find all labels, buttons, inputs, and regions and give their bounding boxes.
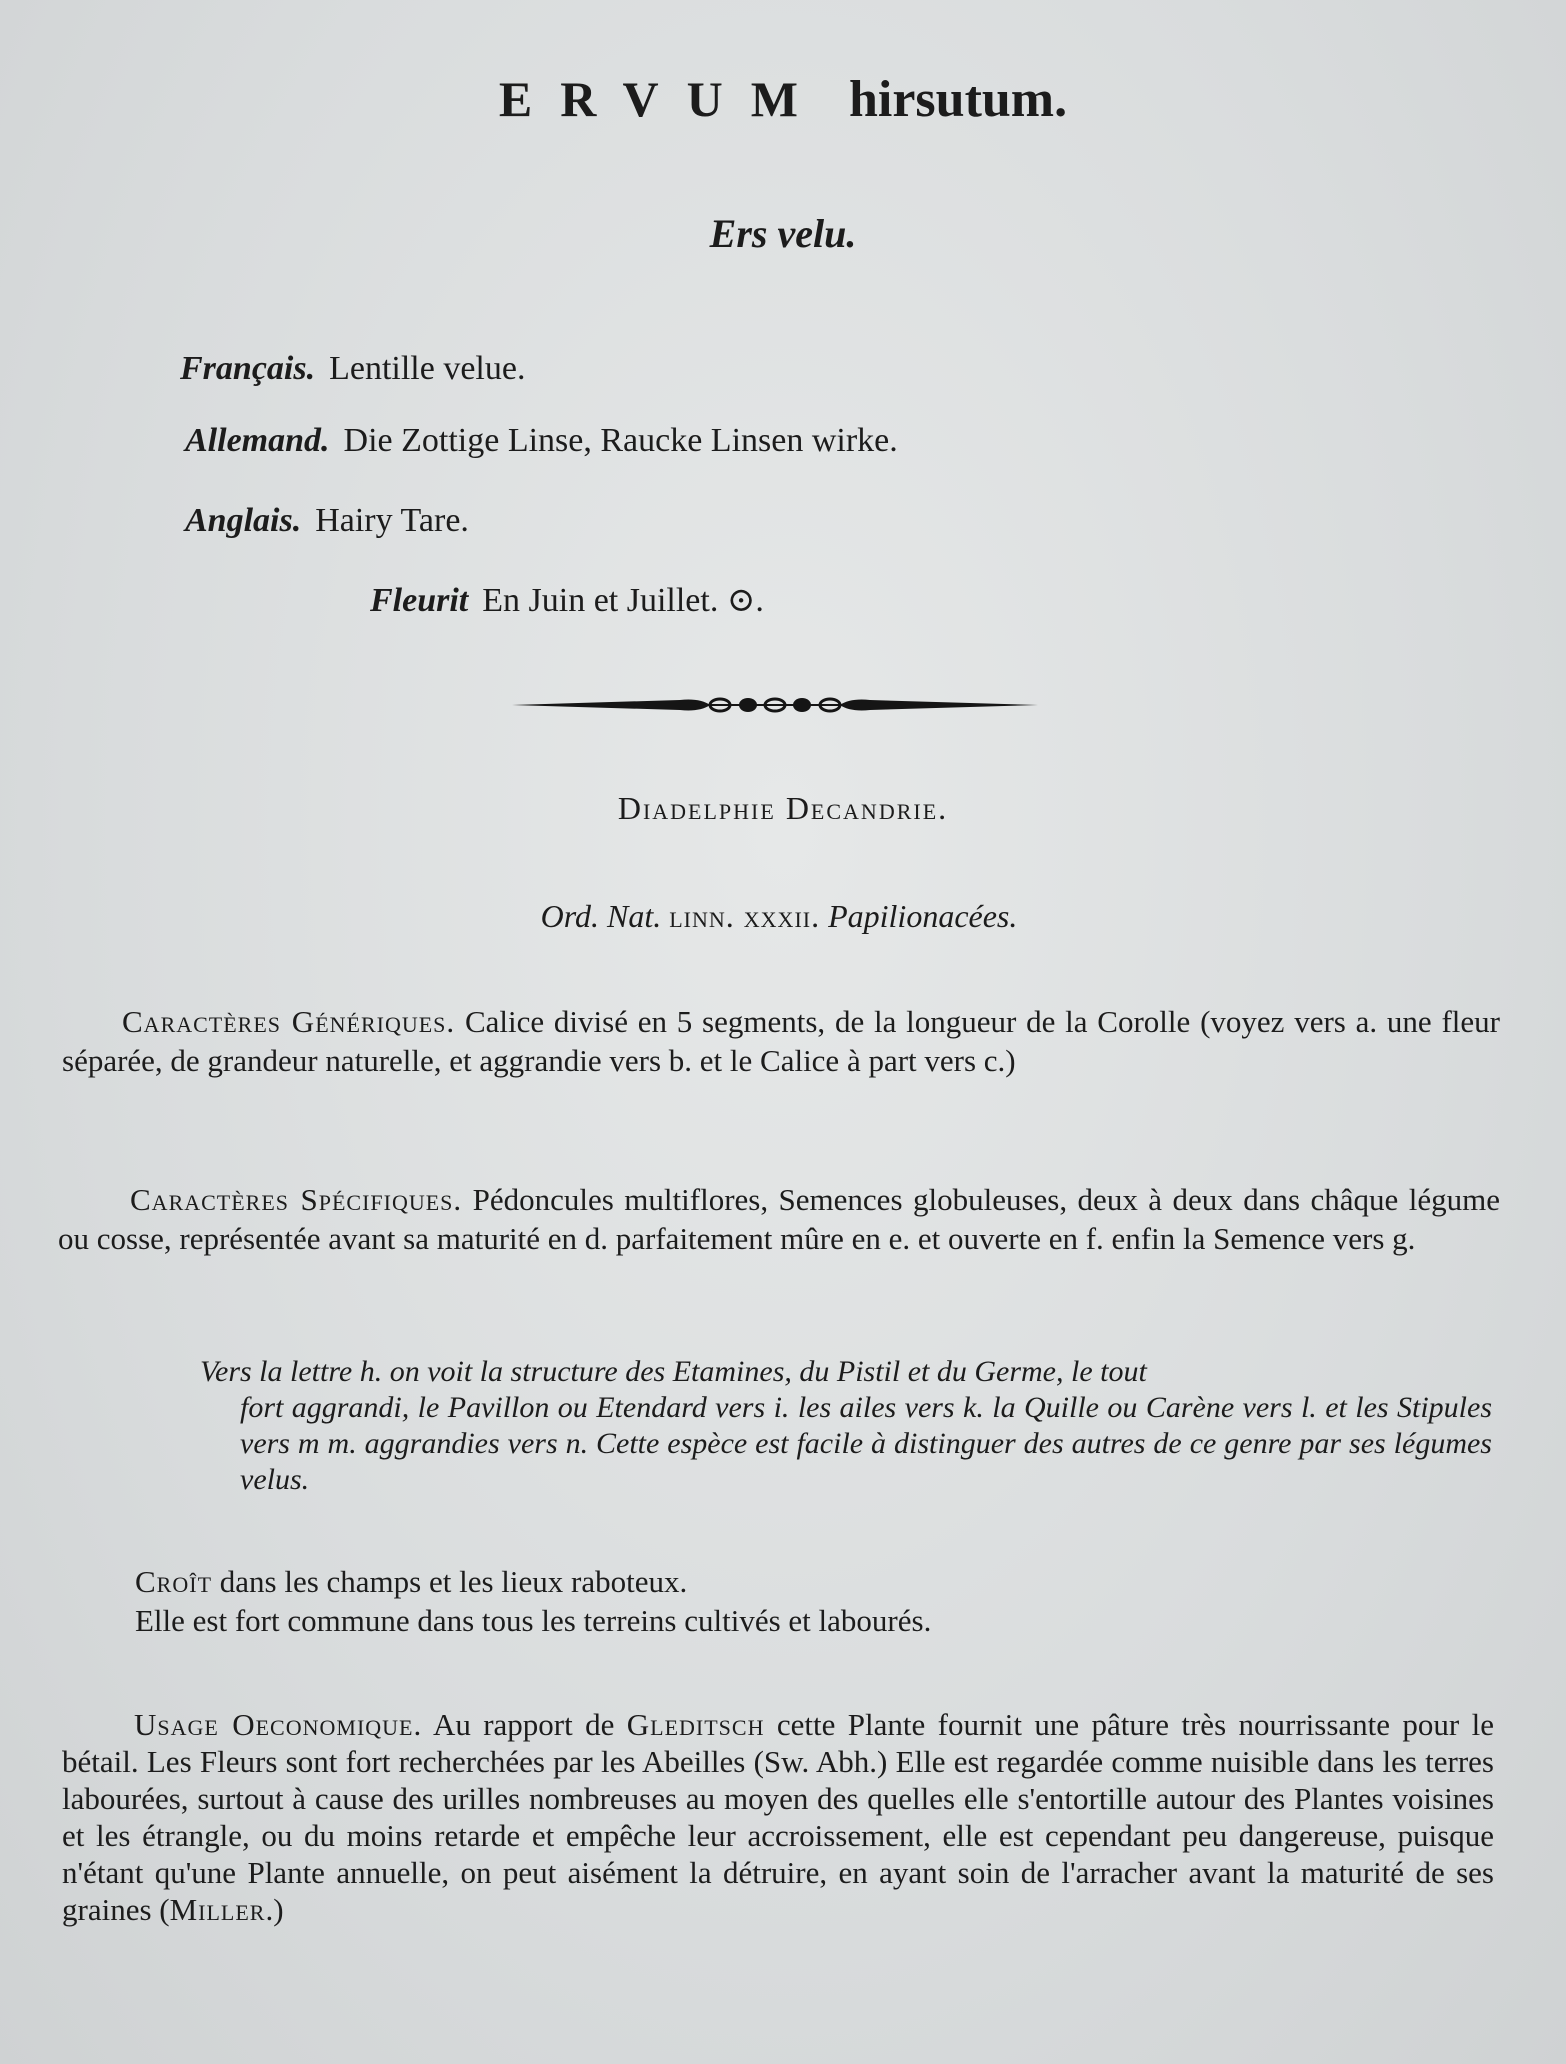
plant-title xyxy=(0,70,1566,129)
specific-characters-heading: Caractères Spécifiques. xyxy=(130,1182,463,1217)
german-name: Die Zottige Linse, Raucke Linsen wirke. xyxy=(343,422,898,459)
natural-order xyxy=(0,898,1566,935)
flowering-label: Fleurit xyxy=(370,582,469,619)
french-name-line xyxy=(180,350,525,388)
author-gleditsch: Gleditsch xyxy=(626,1707,765,1742)
order-prefix: Ord. Nat. xyxy=(540,898,662,934)
habitat-paragraph xyxy=(135,1562,1435,1640)
flowering-line xyxy=(370,580,764,620)
genus-name: ERVUM xyxy=(498,71,826,127)
french-name: Lentille velue. xyxy=(329,350,526,387)
generic-characters-paragraph xyxy=(62,1002,1500,1080)
generic-characters-text: Calice divisé en 5 segments, de la longueur de la Corolle (voyez vers a. une fleur séparée, de grandeur naturelle, et aggrandie vers b. et le Calice à part vers c.) xyxy=(62,1004,1500,1078)
economic-use-paragraph xyxy=(62,1706,1494,1928)
habitat-text-1: dans les champs et les lieux raboteux. xyxy=(219,1564,688,1599)
german-name-line xyxy=(185,422,898,460)
structure-note xyxy=(200,1354,1492,1498)
economic-use-text-c: .) xyxy=(265,1892,284,1927)
english-label: Anglais. xyxy=(185,502,302,539)
species-name: hirsutum. xyxy=(848,71,1068,128)
specific-characters-paragraph xyxy=(58,1180,1500,1258)
structure-note-rest: fort aggrandi, le Pavillon ou Etendard vers i. les ailes vers k. la Quille ou Carène vers l. et les Stipules vers m m. aggrandies vers n. Cette espèce est facile à distinguer des autres de ce genre par ses légumes velus. xyxy=(240,1391,1492,1496)
author-miller: Miller xyxy=(169,1892,266,1927)
order-family: Papilionacées. xyxy=(828,898,1018,934)
order-linn: linn. xxxii. xyxy=(669,898,821,934)
specific-characters-text: Pédoncules multiflores, Semences globuleuses, deux à deux dans châque légume ou cosse, représentée avant sa maturité en d. parfaitement mûre en e. et ouverte en f. enfin la Semence vers g. xyxy=(58,1182,1500,1256)
ornament-divider xyxy=(510,690,1040,720)
generic-characters-heading: Caractères Génériques. xyxy=(122,1004,456,1039)
economic-use-text-a: Au rapport de xyxy=(432,1707,615,1742)
habitat-text-2: Elle est fort commune dans tous les terreins cultivés et labourés. xyxy=(135,1603,932,1638)
flowering-period: En Juin et Juillet. ⊙. xyxy=(482,582,764,619)
structure-note-first-line: Vers la lettre h. on voit la structure des Etamines, du Pistil et du Germe, le tout xyxy=(200,1355,1147,1388)
economic-use-text-b: cette Plante fournit une pâture très nourrissante pour le bétail. Les Fleurs sont fort recherchées par les Abeilles (Sw. Abh.) Elle est regardée comme nuisible dans les terres labourées, surtout à cause des urilles nombreuses au moyen des quelles elle s'entortille autour des Plantes voisines et les étrangle, ou du moins retarde et empêche leur accroissement, elle est cependant peu dangereuse, puisque n'étant qu'une Plante annuelle, on peut aisément la détruire, en ayant soin de l'arracher avant la maturité de ses graines ( xyxy=(62,1707,1495,1927)
linnaean-class: Diadelphie Decandrie. xyxy=(617,790,949,826)
german-label: Allemand. xyxy=(185,422,330,459)
english-name: Hairy Tare. xyxy=(315,502,469,539)
common-name: Ers velu. xyxy=(709,211,857,256)
english-name-line xyxy=(185,502,469,540)
economic-use-heading: Usage Oeconomique. xyxy=(134,1707,423,1742)
french-label: Français. xyxy=(180,350,316,387)
habitat-heading: Croît xyxy=(135,1564,213,1599)
